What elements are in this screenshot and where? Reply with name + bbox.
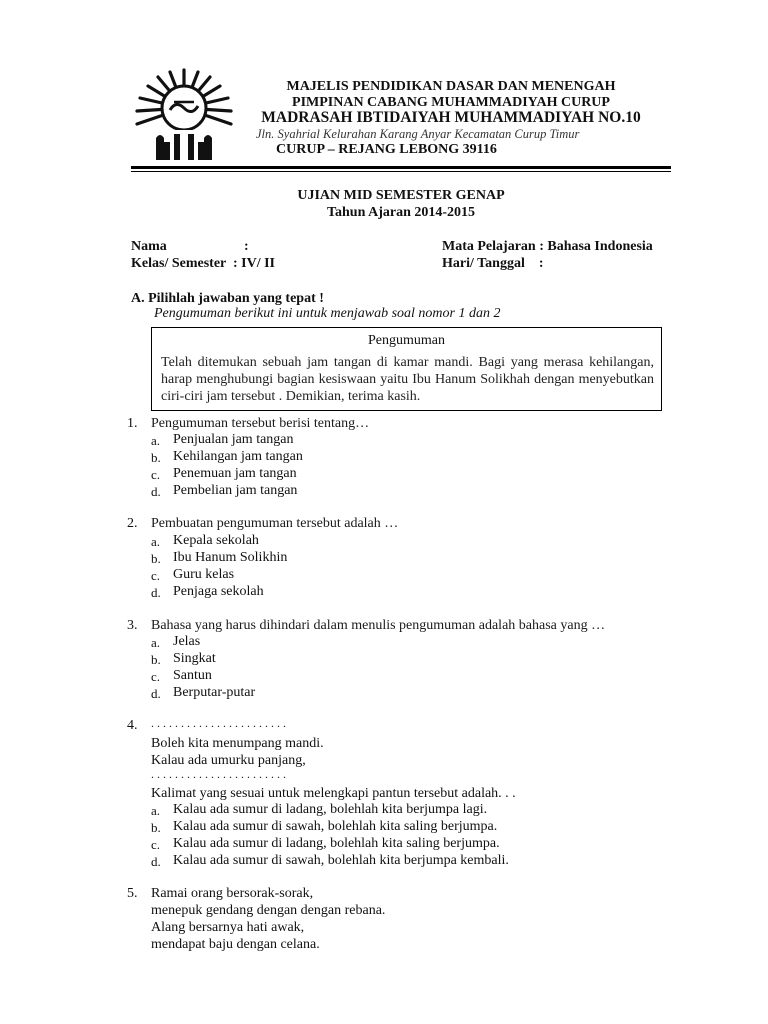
option-text: Kalau ada sumur di ladang, bolehlah kita saling berjumpa. [173, 836, 500, 851]
pantun-line: Ramai orang bersorak-sorak, [151, 886, 314, 901]
option-text: Guru kelas [173, 567, 235, 582]
section-a-intro: Pengumuman berikut ini untuk menjawab soal nomor 1 dan 2 [154, 306, 501, 321]
pantun-blank-line: . . . . . . . . . . . . . . . . . . . . . . . [151, 767, 286, 781]
option-letter: d. [151, 484, 161, 499]
section-a-heading: A. Pilihlah jawaban yang tepat ! [131, 291, 324, 306]
option-text: Santun [173, 668, 212, 683]
option-text: Penjaga sekolah [173, 584, 264, 599]
pantun-line: mendapat baju dengan celana. [151, 937, 320, 952]
exam-year: Tahun Ajaran 2014-2015 [326, 205, 476, 220]
option-letter: a. [151, 635, 161, 650]
header-rule-thick [131, 166, 671, 169]
question-number: 5. [127, 886, 138, 901]
school-logo [134, 68, 234, 166]
pantun-blank-line: . . . . . . . . . . . . . . . . . . . . . . . [151, 716, 286, 730]
option-text: Penemuan jam tangan [173, 466, 297, 481]
mata-pelajaran: Mata Pelajaran : Bahasa Indonesia [442, 239, 653, 254]
option-letter: a. [151, 433, 161, 448]
option-text: Kehilangan jam tangan [173, 449, 303, 464]
hari-tanggal: Hari/ Tanggal : [442, 256, 544, 271]
option-letter: b. [151, 551, 161, 566]
option-text: Berputar-putar [173, 685, 256, 700]
option-letter: b. [151, 820, 161, 835]
option-text: Kalau ada sumur di ladang, bolehlah kita berjumpa lagi. [173, 802, 488, 817]
pantun-line: Alang bersarnya hati awak, [151, 920, 305, 935]
option-letter: a. [151, 534, 161, 549]
option-letter: b. [151, 652, 161, 667]
pantun-line: Kalau ada umurku panjang, [151, 753, 306, 768]
question-number: 1. [127, 416, 138, 431]
option-text: Penjualan jam tangan [173, 432, 294, 447]
option-letter: a. [151, 803, 161, 818]
option-text: Jelas [173, 634, 201, 649]
announcement-body: Telah ditemukan sebuah jam tangan di kamar mandi. Bagi yang merasa kehilangan, harap menghubungi bagian kesiswaan yaitu Ibu Hanum Solikhah dengan menyebutkan ciri-ciri jam tersebut . Demikian, terima kasih. [161, 355, 654, 404]
option-letter: c. [151, 568, 161, 583]
question-text: Pembuatan pengumuman tersebut adalah … [151, 516, 399, 531]
option-letter: d. [151, 686, 161, 701]
pantun-line: Boleh kita menumpang mandi. [151, 736, 324, 751]
nama-label: Nama [131, 239, 167, 254]
header-line-1: MAJELIS PENDIDIKAN DASAR DAN MENENGAH [286, 79, 616, 94]
header-line-2: PIMPINAN CABANG MUHAMMADIYAH CURUP [292, 95, 610, 110]
question-number: 4. [127, 718, 138, 733]
header-address: Jln. Syahrial Kelurahan Karang Anyar Kecamatan Curup Timur [256, 127, 580, 141]
nama-colon: : [244, 239, 249, 254]
question-text: Pengumuman tersebut berisi tentang… [151, 416, 370, 431]
option-letter: c. [151, 467, 161, 482]
header-city: CURUP – REJANG LEBONG 39116 [276, 142, 497, 157]
option-text: Kalau ada sumur di sawah, bolehlah kita saling berjumpa. [173, 819, 498, 834]
option-text: Pembelian jam tangan [173, 483, 298, 498]
option-text: Kalau ada sumur di sawah, bolehlah kita berjumpa kembali. [173, 853, 509, 868]
option-letter: d. [151, 854, 161, 869]
option-text: Singkat [173, 651, 216, 666]
option-text: Kepala sekolah [173, 533, 259, 548]
option-letter: d. [151, 585, 161, 600]
header-line-3: MADRASAH IBTIDAIYAH MUHAMMADIYAH NO.10 [261, 109, 641, 126]
option-letter: b. [151, 450, 161, 465]
option-letter: c. [151, 669, 161, 684]
option-text: Ibu Hanum Solikhin [173, 550, 288, 565]
question-text: Kalimat yang sesuai untuk melengkapi pantun tersebut adalah. . . [151, 786, 516, 801]
announcement-title: Pengumuman [368, 333, 445, 348]
kelas-semester: Kelas/ Semester : IV/ II [131, 256, 275, 271]
option-letter: c. [151, 837, 161, 852]
question-number: 2. [127, 516, 138, 531]
announcement-box [151, 327, 662, 411]
pantun-line: menepuk gendang dengan dengan rebana. [151, 903, 386, 918]
exam-title: UJIAN MID SEMESTER GENAP [297, 188, 505, 203]
question-number: 3. [127, 618, 138, 633]
header-rule-thin [131, 171, 671, 172]
question-text: Bahasa yang harus dihindari dalam menulis pengumuman adalah bahasa yang … [151, 618, 606, 633]
